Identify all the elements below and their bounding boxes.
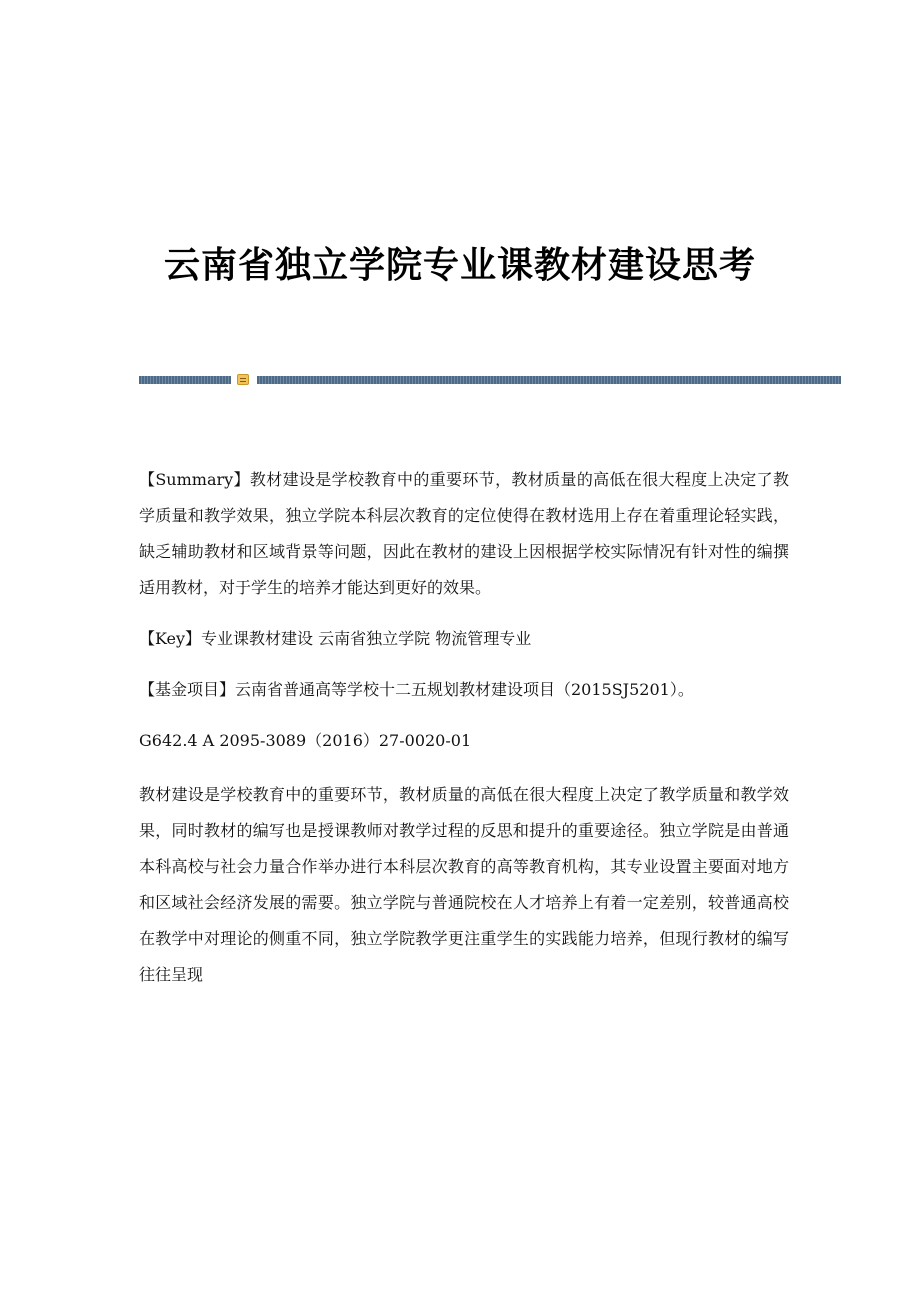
page-title: 云南省独立学院专业课教材建设思考 — [163, 245, 756, 287]
divider-bar-right — [257, 376, 841, 384]
title-divider — [139, 374, 841, 386]
summary-paragraph: 【Summary】教材建设是学校教育中的重要环节，教材质量的高低在很大程度上决定了教学质量和教学效果，独立学院本科层次教育的定位使得在教材选用上存在着重理论轻实践，缺乏辅助教材和区域背景等问题，因此在教材的建设上因根据学校实际情况有针对性的编撰适用教材，对于学生的培养才能达到更好的效果。 — [139, 470, 789, 597]
article-content — [139, 462, 789, 993]
scroll-ornament-icon — [237, 374, 249, 385]
keywords-paragraph: 【Key】专业课教材建设 云南省独立学院 物流管理专业 — [139, 629, 532, 648]
fund-paragraph: 【基金项目】云南省普通高等学校十二五规划教材建设项目（2015SJ5201）。 — [139, 680, 694, 699]
body-paragraph: 教材建设是学校教育中的重要环节，教材质量的高低在很大程度上决定了教学质量和教学效果，同时教材的编写也是授课教师对教学过程的反思和提升的重要途径。独立学院是由普通本科高校与社会力量合作举办进行本科层次教育的高等教育机构，其专业设置主要面对地方和区域社会经济发展的需要。独立学院与普通院校在人才培养上有着一定差别，较普通高校在教学中对理论的侧重不同，独立学院教学更注重学生的实践能力培养，但现行教材的编写往往呈现 — [139, 785, 789, 984]
divider-bar-left — [139, 376, 231, 384]
classification-paragraph: G642.4 A 2095-3089（2016）27-0020-01 — [139, 731, 472, 750]
